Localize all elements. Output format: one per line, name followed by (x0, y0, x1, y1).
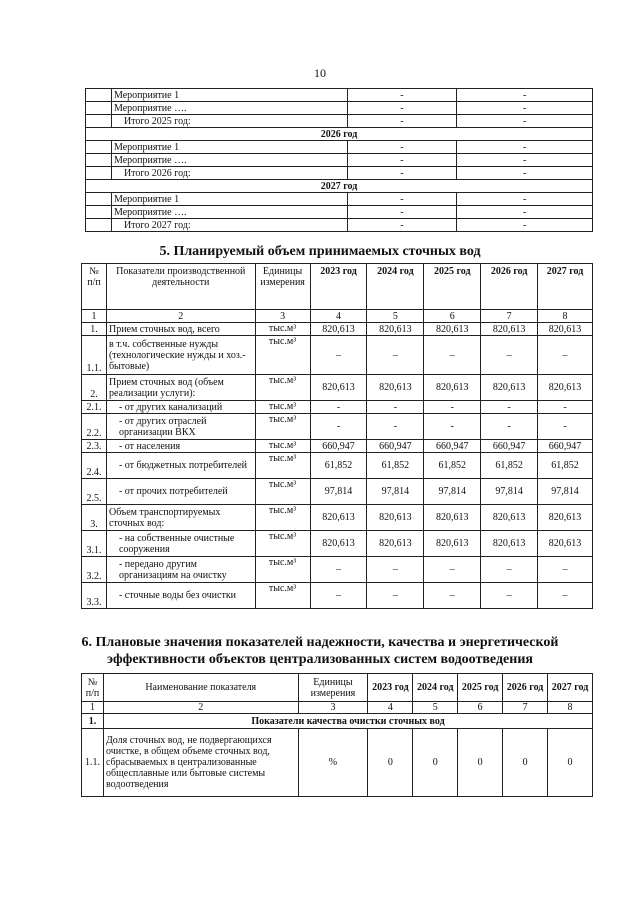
total-label: Итого 2026 год: (111, 167, 347, 180)
measure-label: Мероприятие …. (111, 154, 347, 167)
value-cell: 61,852 (310, 453, 367, 479)
header-num: № п/п (82, 264, 107, 310)
value-cell: - (347, 154, 457, 167)
indicator-label: Прием сточных вод (объем реализации услуги): (106, 375, 255, 401)
measure-row (86, 141, 593, 154)
row-num: 2.1. (82, 401, 107, 414)
row-num-cell (86, 167, 112, 180)
group-row (82, 714, 593, 729)
measure-label: Мероприятие 1 (111, 89, 347, 102)
unit-cell: тыс.м³ (255, 479, 310, 505)
value-cell: – (310, 557, 367, 583)
value-cell: 61,852 (538, 453, 593, 479)
value-cell: – (367, 583, 424, 609)
value-cell: 660,947 (367, 440, 424, 453)
header-year: 2027 год (538, 264, 593, 310)
unit-cell: тыс.м³ (255, 414, 310, 440)
measure-label: Мероприятие 1 (111, 141, 347, 154)
header-num: № п/п (82, 674, 104, 702)
section5-index-row (82, 310, 593, 323)
unit-cell: тыс.м³ (255, 531, 310, 557)
row-num-cell (86, 193, 112, 206)
value-cell: - (347, 102, 457, 115)
row-num-cell (86, 219, 112, 232)
value-cell: - (457, 154, 593, 167)
measures-table (85, 88, 593, 232)
total-row (86, 167, 593, 180)
value-cell: - (457, 206, 593, 219)
column-index-cell: 6 (424, 310, 481, 323)
value-cell: - (457, 167, 593, 180)
unit-cell: тыс.м³ (255, 557, 310, 583)
measure-row (86, 154, 593, 167)
value-cell: 660,947 (424, 440, 481, 453)
row-num: 2.5. (82, 479, 107, 505)
row-num: 2. (82, 375, 107, 401)
row-num: 3.3. (82, 583, 107, 609)
value-cell: 660,947 (538, 440, 593, 453)
section6-index-row (82, 702, 593, 714)
value-cell: – (481, 336, 538, 375)
value-cell: - (347, 219, 457, 232)
value-cell: - (424, 414, 481, 440)
row-num: 2.3. (82, 440, 107, 453)
value-cell: - (347, 141, 457, 154)
unit-cell: тыс.м³ (255, 440, 310, 453)
header-indicator: Показатели производственной деятельности (106, 264, 255, 310)
value-cell: – (424, 557, 481, 583)
column-index-cell: 3 (255, 310, 310, 323)
indicator-row (82, 479, 593, 505)
value-cell: 0 (548, 729, 593, 797)
row-num: 1.1. (82, 729, 104, 797)
row-num-cell (86, 141, 112, 154)
year-heading: 2027 год (86, 180, 593, 193)
section5-header-row (82, 264, 593, 310)
value-cell: – (538, 336, 593, 375)
value-cell: - (347, 206, 457, 219)
value-cell: 820,613 (367, 323, 424, 336)
value-cell: 0 (458, 729, 503, 797)
column-index-cell: 8 (548, 702, 593, 714)
value-cell: 97,814 (481, 479, 538, 505)
value-cell: – (538, 583, 593, 609)
group-label: Показатели качества очистки сточных вод (103, 714, 592, 729)
header-year: 2027 год (548, 674, 593, 702)
column-index-cell: 4 (310, 310, 367, 323)
header-year: 2025 год (458, 674, 503, 702)
column-index-cell: 7 (481, 310, 538, 323)
column-index-cell: 8 (538, 310, 593, 323)
indicator-row (82, 336, 593, 375)
value-cell: – (424, 336, 481, 375)
indicator-row (82, 557, 593, 583)
value-cell: – (367, 557, 424, 583)
value-cell: - (538, 414, 593, 440)
value-cell: 820,613 (424, 531, 481, 557)
indicator-label: Доля сточных вод, не подвергающихся очистке, в общем объеме сточных вод, сбрасываемых в централизованные общесплавные или бытовые системы водоотведения (103, 729, 298, 797)
header-indicator: Наименование показателя (103, 674, 298, 702)
unit-cell: тыс.м³ (255, 375, 310, 401)
wastewater-volume-table (81, 263, 593, 609)
column-index-cell: 2 (103, 702, 298, 714)
value-cell: 97,814 (310, 479, 367, 505)
total-row (86, 219, 593, 232)
unit-cell: тыс.м³ (255, 505, 310, 531)
value-cell: 660,947 (481, 440, 538, 453)
value-cell: - (481, 401, 538, 414)
value-cell: 820,613 (538, 323, 593, 336)
header-unit: Единицы измерения (298, 674, 368, 702)
indicator-row (82, 729, 593, 797)
indicator-label: Объем транспортируемых сточных вод: (106, 505, 255, 531)
reliability-indicators-table (81, 673, 593, 797)
value-cell: - (310, 401, 367, 414)
column-index-cell: 4 (368, 702, 413, 714)
indicator-label: - сточные воды без очистки (106, 583, 255, 609)
value-cell: 820,613 (538, 531, 593, 557)
indicator-label: - на собственные очистные сооружения (106, 531, 255, 557)
indicator-row (82, 583, 593, 609)
value-cell: - (457, 193, 593, 206)
column-index-cell: 7 (503, 702, 548, 714)
indicator-row (82, 414, 593, 440)
indicator-label: - от населения (106, 440, 255, 453)
row-num: 2.2. (82, 414, 107, 440)
indicator-label: Прием сточных вод, всего (106, 323, 255, 336)
column-index-cell: 1 (82, 310, 107, 323)
unit-cell: тыс.м³ (255, 336, 310, 375)
measure-row (86, 206, 593, 219)
year-heading: 2026 год (86, 128, 593, 141)
value-cell: 820,613 (310, 531, 367, 557)
measure-label: Мероприятие …. (111, 206, 347, 219)
total-label: Итого 2027 год: (111, 219, 347, 232)
value-cell: – (424, 583, 481, 609)
indicator-row (82, 505, 593, 531)
indicator-row (82, 375, 593, 401)
value-cell: - (347, 193, 457, 206)
value-cell: 820,613 (481, 531, 538, 557)
section6-header-row (82, 674, 593, 702)
section5-title: 5. Планируемый объем принимаемых сточных вод (159, 244, 481, 259)
value-cell: - (457, 89, 593, 102)
value-cell: - (367, 414, 424, 440)
unit-cell: тыс.м³ (255, 453, 310, 479)
total-row (86, 115, 593, 128)
header-year: 2026 год (503, 674, 548, 702)
measure-row (86, 89, 593, 102)
page-number: 10 (314, 66, 326, 80)
value-cell: – (367, 336, 424, 375)
value-cell: 820,613 (424, 323, 481, 336)
value-cell: 820,613 (481, 375, 538, 401)
value-cell: - (347, 167, 457, 180)
year-row (86, 180, 593, 193)
row-num: 3.1. (82, 531, 107, 557)
header-year: 2023 год (310, 264, 367, 310)
row-num: 3.2. (82, 557, 107, 583)
unit-cell: % (298, 729, 368, 797)
indicator-row (82, 401, 593, 414)
header-year: 2024 год (413, 674, 458, 702)
value-cell: 97,814 (538, 479, 593, 505)
value-cell: 820,613 (310, 323, 367, 336)
value-cell: - (538, 401, 593, 414)
value-cell: 820,613 (310, 375, 367, 401)
measure-row (86, 193, 593, 206)
value-cell: 61,852 (424, 453, 481, 479)
column-index-cell: 6 (458, 702, 503, 714)
indicator-label: - от бюджетных потребителей (106, 453, 255, 479)
row-num: 1.1. (82, 336, 107, 375)
indicator-label: - от прочих потребителей (106, 479, 255, 505)
value-cell: 820,613 (481, 323, 538, 336)
row-num-cell (86, 206, 112, 219)
value-cell: – (310, 336, 367, 375)
row-num-cell (86, 154, 112, 167)
value-cell: - (424, 401, 481, 414)
value-cell: 820,613 (367, 531, 424, 557)
row-num-cell (86, 102, 112, 115)
column-index-cell: 2 (106, 310, 255, 323)
value-cell: – (481, 583, 538, 609)
value-cell: – (481, 557, 538, 583)
value-cell: 97,814 (424, 479, 481, 505)
total-label: Итого 2025 год: (111, 115, 347, 128)
value-cell: - (457, 219, 593, 232)
value-cell: - (481, 414, 538, 440)
value-cell: - (347, 89, 457, 102)
column-index-cell: 5 (413, 702, 458, 714)
section6-title-line1: 6. Плановые значения показателей надежности, качества и энергетической (81, 635, 559, 650)
value-cell: 61,852 (481, 453, 538, 479)
row-num: 3. (82, 505, 107, 531)
value-cell: – (310, 583, 367, 609)
value-cell: - (347, 115, 457, 128)
year-row (86, 128, 593, 141)
value-cell: – (538, 557, 593, 583)
value-cell: 0 (503, 729, 548, 797)
header-unit: Единицы измерения (255, 264, 310, 310)
column-index-cell: 5 (367, 310, 424, 323)
value-cell: 820,613 (538, 505, 593, 531)
unit-cell: тыс.м³ (255, 401, 310, 414)
header-year: 2023 год (368, 674, 413, 702)
unit-cell: тыс.м³ (255, 323, 310, 336)
value-cell: - (457, 115, 593, 128)
indicator-label: - от других канализаций (106, 401, 255, 414)
value-cell: 820,613 (424, 505, 481, 531)
value-cell: 0 (413, 729, 458, 797)
section6-title-line2: эффективности объектов централизованных систем водоотведения (107, 652, 533, 667)
value-cell: 820,613 (310, 505, 367, 531)
indicator-row (82, 531, 593, 557)
value-cell: - (457, 102, 593, 115)
value-cell: - (310, 414, 367, 440)
indicator-label: - от других отраслей организации ВКХ (106, 414, 255, 440)
indicator-label: в т.ч. собственные нужды (технологические нужды и хоз.-бытовые) (106, 336, 255, 375)
value-cell: 61,852 (367, 453, 424, 479)
value-cell: 0 (368, 729, 413, 797)
measure-row (86, 102, 593, 115)
row-num: 1. (82, 323, 107, 336)
value-cell: 97,814 (367, 479, 424, 505)
group-num: 1. (82, 714, 104, 729)
value-cell: - (457, 141, 593, 154)
header-year: 2025 год (424, 264, 481, 310)
row-num-cell (86, 115, 112, 128)
indicator-row (82, 323, 593, 336)
value-cell: 820,613 (481, 505, 538, 531)
header-year: 2026 год (481, 264, 538, 310)
measure-label: Мероприятие …. (111, 102, 347, 115)
value-cell: 820,613 (424, 375, 481, 401)
indicator-label: - передано другим организациям на очистку (106, 557, 255, 583)
indicator-row (82, 440, 593, 453)
indicator-row (82, 453, 593, 479)
column-index-cell: 1 (82, 702, 104, 714)
value-cell: 820,613 (367, 375, 424, 401)
row-num-cell (86, 89, 112, 102)
unit-cell: тыс.м³ (255, 583, 310, 609)
value-cell: 660,947 (310, 440, 367, 453)
header-year: 2024 год (367, 264, 424, 310)
value-cell: - (367, 401, 424, 414)
column-index-cell: 3 (298, 702, 368, 714)
row-num: 2.4. (82, 453, 107, 479)
measure-label: Мероприятие 1 (111, 193, 347, 206)
value-cell: 820,613 (367, 505, 424, 531)
value-cell: 820,613 (538, 375, 593, 401)
